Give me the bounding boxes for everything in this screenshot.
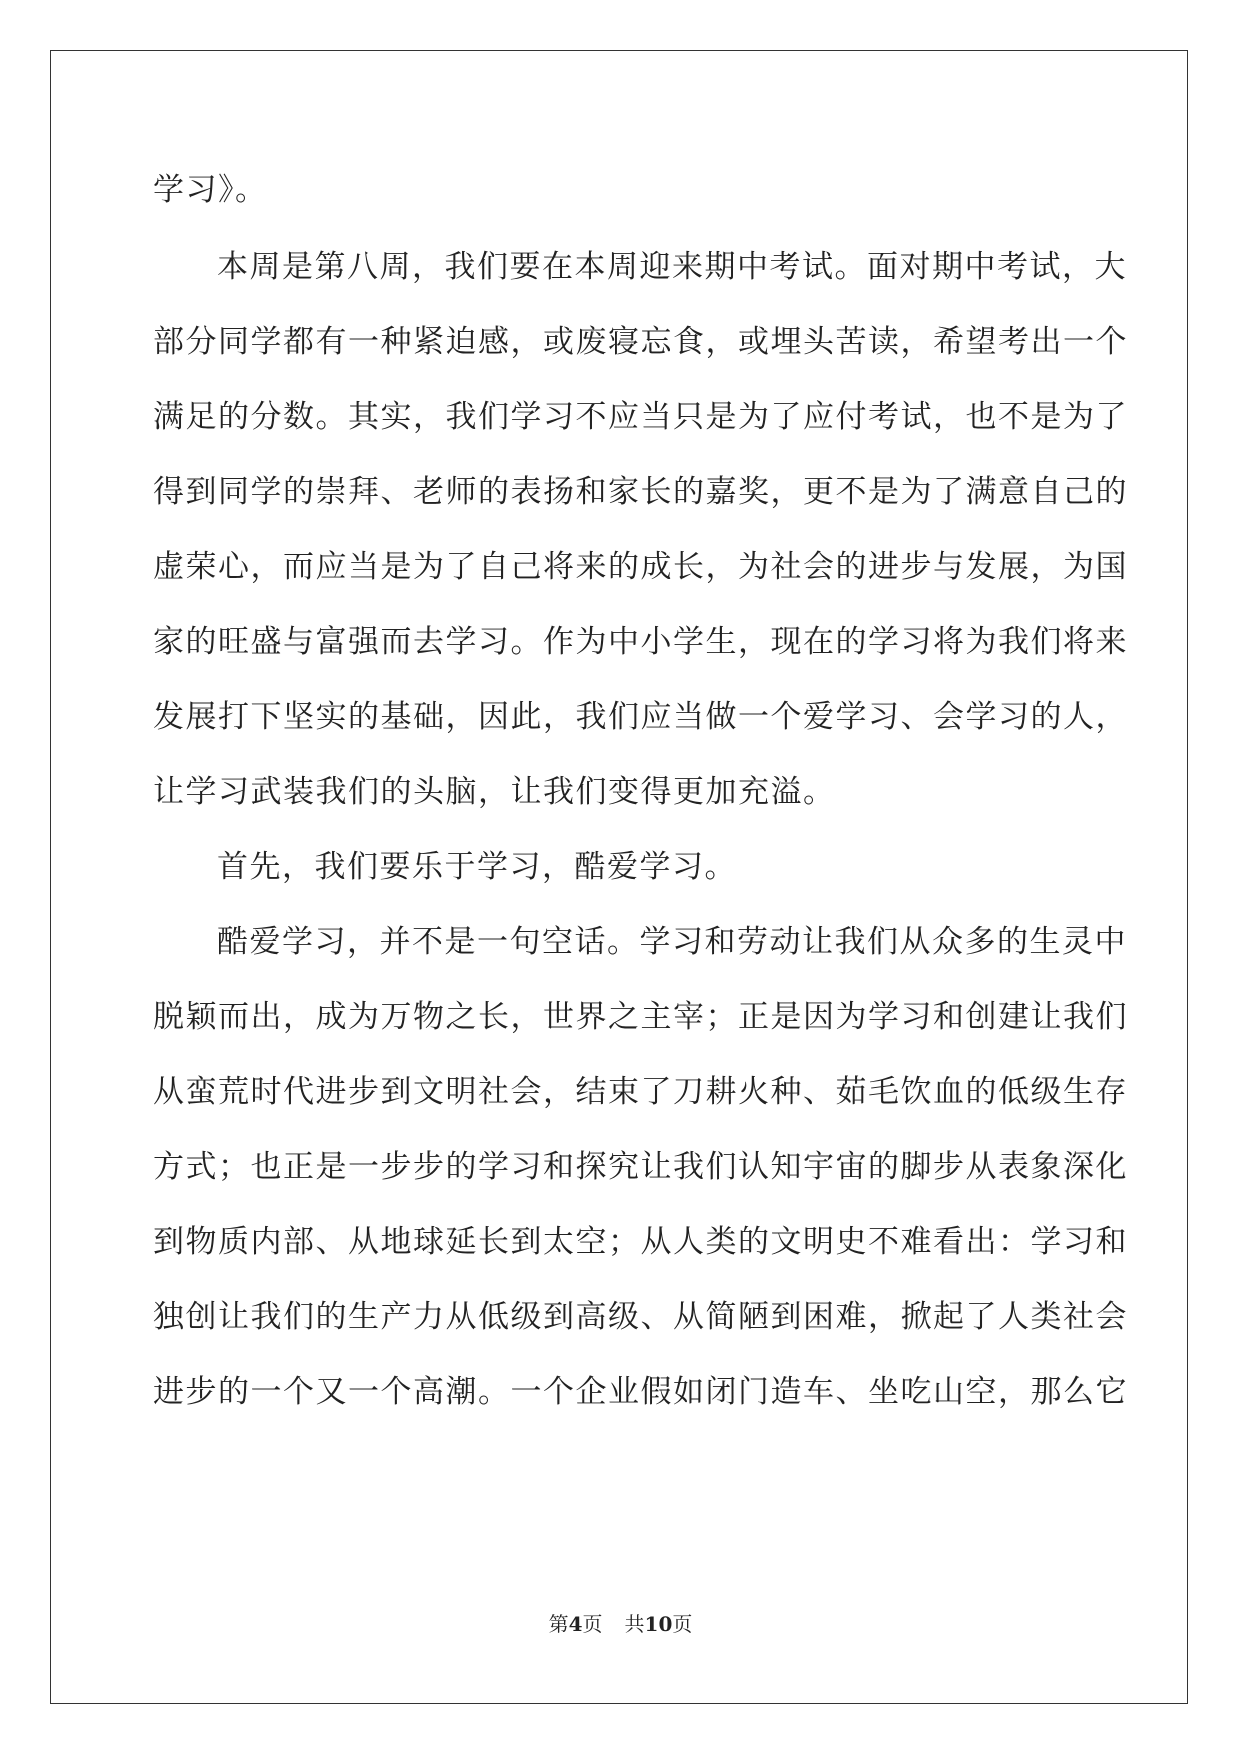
text-line-1: 学习》。 xyxy=(153,172,268,208)
total-pages: 10 xyxy=(644,1612,673,1636)
paragraph-week-eight-line-6: 家的旺盛与富强而去学习。作为中小学生，现在的学习将为我们将来 xyxy=(153,624,1128,660)
paragraph-love-learning-line-2: 脱颖而出，成为万物之长，世界之主宰；正是因为学习和创建让我们 xyxy=(153,999,1128,1035)
page-prefix: 第 xyxy=(548,1612,569,1636)
paragraph-love-learning-line-4: 方式；也正是一步步的学习和探究让我们认知宇宙的脚步从表象深化 xyxy=(153,1149,1128,1185)
paragraph-week-eight-line-4: 得到同学的崇拜、老师的表扬和家长的嘉奖，更不是为了满意自己的 xyxy=(153,474,1128,510)
total-suffix: 页 xyxy=(672,1612,693,1636)
paragraph-week-eight-line-3: 满足的分数。其实，我们学习不应当只是为了应付考试，也不是为了 xyxy=(153,399,1128,435)
paragraph-love-learning-line-7: 进步的一个又一个高潮。一个企业假如闭门造车、坐吃山空，那么它 xyxy=(153,1374,1128,1410)
paragraph-love-learning-line-1: 酷爱学习，并不是一句空话。学习和劳动让我们从众多的生灵中 xyxy=(217,924,1127,960)
paragraph-week-eight-line-8: 让学习武装我们的头脑，让我们变得更加充溢。 xyxy=(153,774,836,810)
total-prefix: 共 xyxy=(624,1612,645,1636)
paragraph-love-learning-line-5: 到物质内部、从地球延长到太空；从人类的文明史不难看出：学习和 xyxy=(153,1224,1128,1260)
paragraph-first-point: 首先，我们要乐于学习，酷爱学习。 xyxy=(217,849,737,885)
paragraph-love-learning-line-3: 从蛮荒时代进步到文明社会，结束了刀耕火种、茹毛饮血的低级生存 xyxy=(153,1074,1128,1110)
paragraph-week-eight-line-7: 发展打下坚实的基础，因此，我们应当做一个爱学习、会学习的人， xyxy=(153,699,1128,735)
paragraph-week-eight-line-5: 虚荣心，而应当是为了自己将来的成长，为社会的进步与发展，为国 xyxy=(153,549,1128,585)
paragraph-love-learning-line-6: 独创让我们的生产力从低级到高级、从简陋到困难，掀起了人类社会 xyxy=(153,1299,1128,1335)
page-footer xyxy=(0,1610,1241,1638)
page-number: 4 xyxy=(568,1612,583,1636)
page-suffix: 页 xyxy=(582,1612,603,1636)
paragraph-week-eight-line-2: 部分同学都有一种紧迫感，或废寝忘食，或埋头苦读，希望考出一个 xyxy=(153,324,1128,360)
paragraph-week-eight-line-1: 本周是第八周，我们要在本周迎来期中考试。面对期中考试，大 xyxy=(217,249,1127,285)
